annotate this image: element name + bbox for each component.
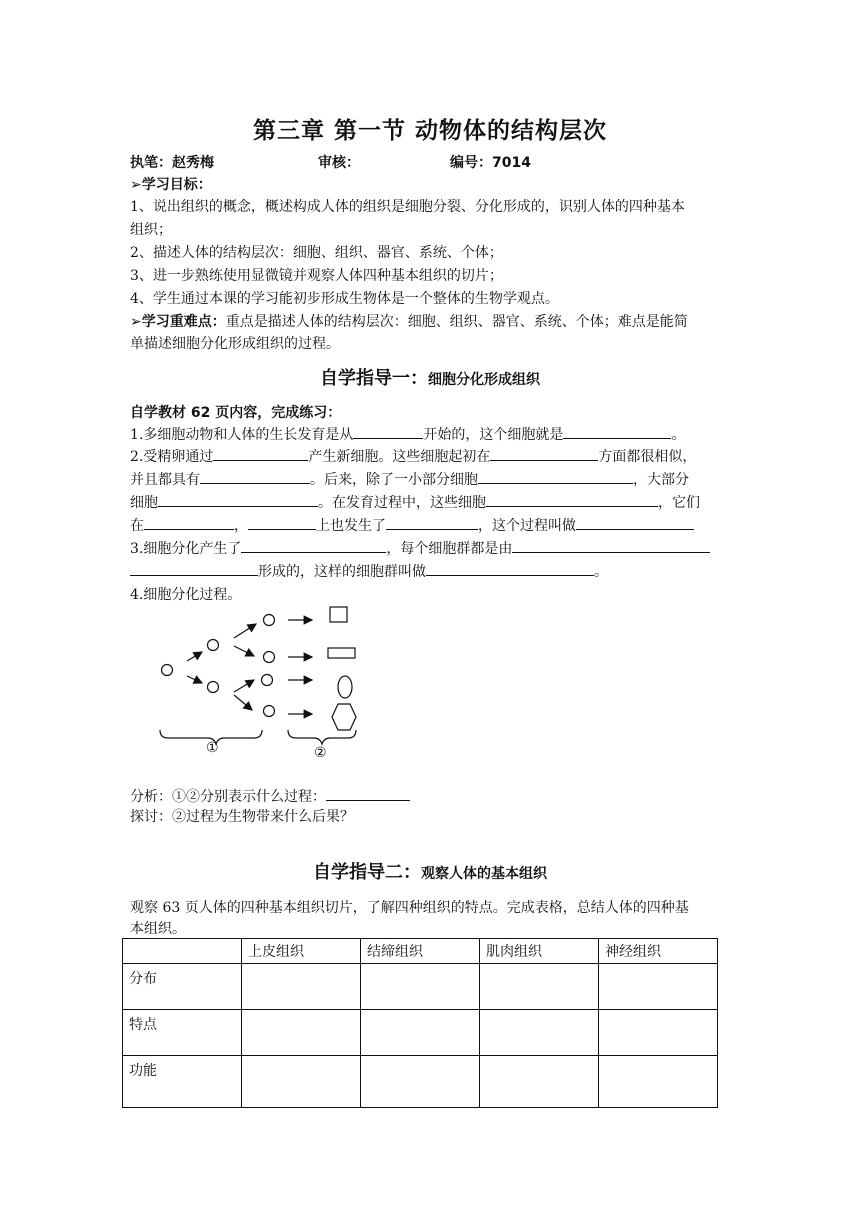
cell-circle <box>264 615 275 626</box>
row-label: 分布 <box>123 964 242 1010</box>
goal-line: 2、描述人体的结构层次：细胞、组织、器官、系统、个体； <box>130 245 503 261</box>
goal-line: 组织； <box>130 222 172 238</box>
question-1: 1.多细胞动物和人体的生长发育是从 开始的，这个细胞就是 。 <box>130 424 685 446</box>
goals-heading: ➢学习目标： <box>130 177 212 193</box>
tissue-ellipse <box>338 676 352 698</box>
tissue-table <box>122 938 718 1108</box>
cell-circle <box>262 675 273 686</box>
brace-2 <box>288 730 356 744</box>
table-cell[interactable] <box>361 1010 480 1056</box>
table-cell[interactable] <box>599 1056 718 1108</box>
key-points: ➢学习重难点：重点是描述人体的结构层次：细胞、组织、器官、系统、个体；难点是能简 <box>130 314 688 330</box>
table-header-cell: 神经组织 <box>599 939 718 964</box>
guide1-heading: 自学指导一：细胞分化形成组织 <box>320 368 540 389</box>
cell-circle <box>208 682 219 693</box>
arrow-bullet-icon: ➢ <box>130 314 142 330</box>
guide1-intro: 自学教材 62 页内容，完成练习： <box>130 405 342 421</box>
table-cell[interactable] <box>361 1056 480 1108</box>
table-cell[interactable] <box>242 964 361 1010</box>
goal-line: 3、进一步熟练使用显微镜并观察人体四种基本组织的切片； <box>130 268 503 284</box>
cell-circle <box>264 652 275 663</box>
key-points-heading: 学习重难点： <box>141 314 226 330</box>
table-row <box>123 1056 718 1108</box>
table-header-cell <box>123 939 242 964</box>
table-cell[interactable] <box>480 964 599 1010</box>
table-cell[interactable] <box>361 964 480 1010</box>
author: 执笔：赵秀梅 <box>130 155 214 171</box>
table-header-cell: 肌肉组织 <box>480 939 599 964</box>
tissue-rectangle <box>328 648 355 658</box>
analysis-question: 分析：①②分别表示什么过程： <box>130 786 410 808</box>
cell-differentiation-diagram <box>150 598 370 768</box>
question-3: 形成的，这样的细胞群叫做 。 <box>130 561 608 583</box>
page-title: 第三章 第一节 动物体的结构层次 <box>252 118 607 144</box>
table-cell[interactable] <box>599 1010 718 1056</box>
cell-circle <box>162 665 173 676</box>
cell-circle <box>208 640 219 651</box>
question-3: 3.细胞分化产生了 ，每个细胞群都是由 <box>130 538 710 560</box>
question-2: 在 ， 上也发生了 ，这个过程叫做 <box>130 515 694 537</box>
key-points-line: 单描述细胞分化形成组织的过程。 <box>130 336 340 352</box>
question-4: 4.细胞分化过程。 <box>130 587 242 603</box>
table-header-row <box>123 939 718 964</box>
row-label: 特点 <box>123 1010 242 1056</box>
table-header-cell: 上皮组织 <box>242 939 361 964</box>
table-header-cell: 结缔组织 <box>361 939 480 964</box>
table-row <box>123 964 718 1010</box>
arrow-bullet-icon: ➢ <box>130 177 142 193</box>
label-process-1: ① <box>206 740 219 756</box>
question-2: 细胞 。在发育过程中，这些细胞 ，它们 <box>130 492 700 514</box>
explore-question: 探讨：②过程为生物带来什么后果？ <box>130 809 354 825</box>
tissue-hexagon <box>332 704 356 730</box>
row-label: 功能 <box>123 1056 242 1108</box>
question-2: 并且都具有 。后来，除了一小部分细胞 ，大部分 <box>130 469 689 491</box>
table-row <box>123 1010 718 1056</box>
reviewer: 审核： <box>318 155 360 171</box>
table-cell[interactable] <box>242 1056 361 1108</box>
table-cell[interactable] <box>480 1010 599 1056</box>
guide2-heading: 自学指导二：观察人体的基本组织 <box>313 862 547 883</box>
table-cell[interactable] <box>480 1056 599 1108</box>
doc-number: 编号：7014 <box>450 155 531 171</box>
goal-line: 1、说出组织的概念，概述构成人体的组织是细胞分裂、分化形成的，识别人体的四种基本 <box>130 199 685 215</box>
label-process-2: ② <box>314 745 327 761</box>
tissue-square <box>330 607 347 622</box>
goal-line: 4、学生通过本课的学习能初步形成生物体是一个整体的生物学观点。 <box>130 291 559 307</box>
cell-circle <box>264 706 275 717</box>
question-2: 2.受精卵通过 产生新细胞。这些细胞起初在 方面都很相似， <box>130 446 696 468</box>
table-cell[interactable] <box>599 964 718 1010</box>
table-cell[interactable] <box>242 1010 361 1056</box>
guide2-intro: 本组织。 <box>130 921 186 937</box>
guide2-intro: 观察 63 页人体的四种基本组织切片，了解四种组织的特点。完成表格，总结人体的四种基 <box>130 900 689 916</box>
